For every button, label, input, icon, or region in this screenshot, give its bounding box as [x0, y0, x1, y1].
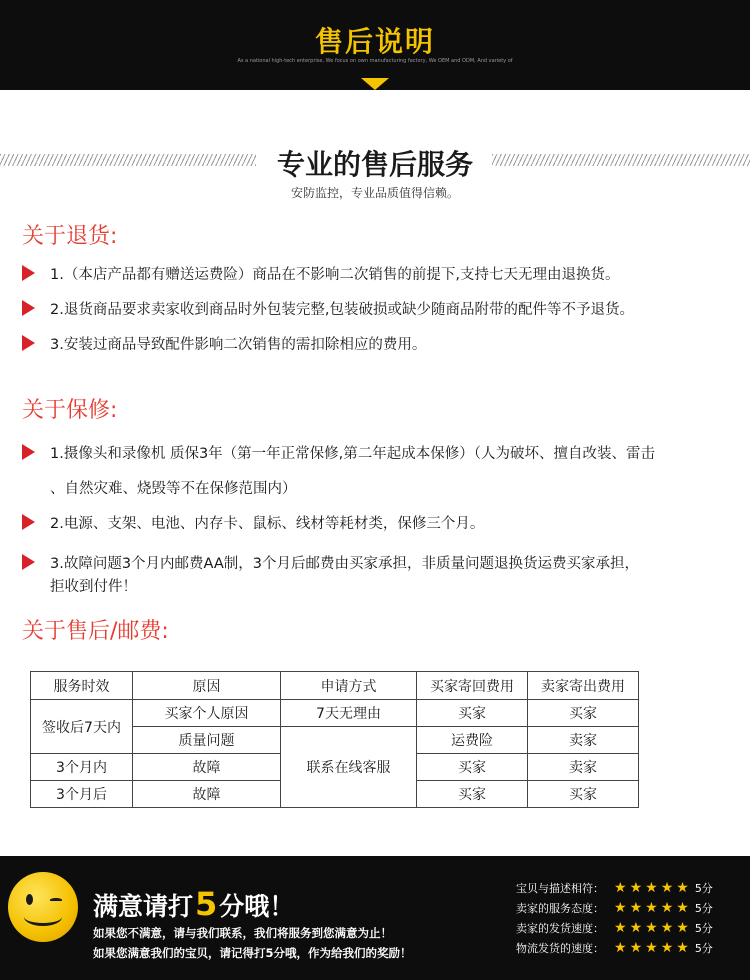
- star-icon: ★: [614, 880, 627, 896]
- score-value: 5分: [694, 942, 713, 955]
- table-cell: 运费险: [417, 727, 528, 754]
- table-cell: 买家: [417, 754, 528, 781]
- returns-item: 1.（本店产品都有赠送运费险）商品在不影响二次销售的前提下,支持七天无理由退换货。: [50, 267, 620, 283]
- postage-table: [30, 671, 639, 808]
- rating-title-number: 5: [195, 885, 218, 923]
- table-header-cell: 买家寄回费用: [417, 672, 528, 700]
- star-icon: ★: [645, 880, 658, 896]
- section-main-heading: 专业的售后服务: [276, 148, 473, 181]
- warranty-title: 关于保修:: [22, 398, 118, 423]
- warranty-item: 2.电源、支架、电池、内存卡、鼠标、线材等耗材类，保修三个月。: [50, 516, 485, 532]
- postage-title: 关于售后/邮费:: [22, 619, 169, 644]
- section-main-subtitle: 安防监控，专业品质值得信赖。: [290, 186, 459, 200]
- score-label: 卖家的服务态度：: [516, 902, 604, 915]
- rating-title: [93, 885, 294, 923]
- star-icon: ★: [645, 900, 658, 916]
- star-icon: ★: [660, 940, 674, 956]
- star-icon: ★: [614, 900, 627, 916]
- smiley-icon: [8, 872, 78, 942]
- page-title: 售后说明: [314, 25, 435, 58]
- star-icon: ★: [645, 920, 658, 936]
- arrow-bullet-icon: [22, 300, 35, 316]
- star-icon: ★: [614, 940, 627, 956]
- table-cell: 3个月后: [31, 781, 133, 808]
- score-row: [516, 880, 713, 896]
- arrow-bullet-icon: [22, 335, 35, 351]
- score-row: [516, 920, 713, 936]
- star-icon: ★: [629, 920, 643, 936]
- table-header-cell: 服务时效: [31, 672, 133, 700]
- star-icon: ★: [660, 880, 674, 896]
- returns-item: 3.安装过商品导致配件影响二次销售的需扣除相应的费用。: [50, 337, 427, 353]
- table-cell: 卖家: [528, 727, 639, 754]
- returns-item: 2.退货商品要求卖家收到商品时外包装完整,包装破损或缺少随商品附带的配件等不予退货。: [50, 302, 634, 318]
- table-header-row: [31, 672, 639, 700]
- table-cell: 7天无理由: [281, 700, 417, 727]
- score-value: 5分: [694, 922, 713, 935]
- warranty-item: 1.摄像头和录像机 质保3年（第一年正常保修,第二年起成本保修）（人为破坏、擅自改装、雷击: [50, 446, 656, 462]
- table-cell: 质量问题: [133, 727, 281, 754]
- arrow-bullet-icon: [22, 444, 35, 460]
- table-cell: 联系在线客服: [281, 727, 417, 808]
- table-cell: 卖家: [528, 754, 639, 781]
- star-icon: ★: [629, 900, 643, 916]
- banner-pointer-icon: [361, 78, 389, 90]
- score-label: 物流发货的速度：: [516, 942, 604, 955]
- arrow-bullet-icon: [22, 265, 35, 281]
- table-cell: 3个月内: [31, 754, 133, 781]
- star-icon: ★: [676, 940, 689, 956]
- star-icon: ★: [676, 920, 689, 936]
- table-header-cell: 原因: [133, 672, 281, 700]
- star-icon: ★: [676, 880, 689, 896]
- table-cell: 买家: [417, 700, 528, 727]
- returns-title: 关于退货:: [22, 224, 118, 249]
- star-icon: ★: [676, 900, 689, 916]
- rating-note: 如果您满意我们的宝贝，请记得打5分哦，作为给我们的奖励！: [93, 946, 412, 960]
- score-value: 5分: [694, 902, 713, 915]
- star-icon: ★: [660, 900, 674, 916]
- rating-title-post: 分哦！: [219, 892, 295, 921]
- table-cell: 买家: [528, 700, 639, 727]
- arrow-bullet-icon: [22, 554, 35, 570]
- warranty-item: 3.故障问题3个月内邮费AA制，3个月后邮费由买家承担，非质量问题退换货运费买家承担，: [50, 556, 640, 572]
- table-cell: 买家: [417, 781, 528, 808]
- score-row: [516, 940, 713, 956]
- star-icon: ★: [660, 920, 674, 936]
- table-cell: 故障: [133, 781, 281, 808]
- score-row: [516, 900, 713, 916]
- rating-title-pre: 满意请打: [93, 892, 194, 921]
- banner-subtitle: As a national high-tech enterprise, We focus on own manufacturing factory, We OEM and ODM, And variety of: [237, 58, 513, 64]
- star-icon: ★: [645, 940, 658, 956]
- table-cell: 故障: [133, 754, 281, 781]
- warranty-item-cont: 拒收到付件！: [50, 579, 137, 595]
- table-header-cell: 卖家寄出费用: [528, 672, 639, 700]
- star-icon: ★: [629, 940, 643, 956]
- table-cell: 买家: [528, 781, 639, 808]
- rating-note: 如果您不满意，请与我们联系，我们将服务到您满意为止！: [93, 926, 392, 940]
- warranty-item-cont: 、自然灾难、烧毁等不在保修范围内）: [50, 481, 297, 497]
- score-value: 5分: [694, 882, 713, 895]
- score-label: 卖家的发货速度：: [516, 922, 604, 935]
- table-header-cell: 申请方式: [281, 672, 417, 700]
- table-cell: 签收后7天内: [31, 700, 133, 754]
- table-row: [31, 700, 639, 727]
- arrow-bullet-icon: [22, 514, 35, 530]
- star-icon: ★: [629, 880, 643, 896]
- star-icon: ★: [614, 920, 627, 936]
- table-cell: 买家个人原因: [133, 700, 281, 727]
- score-label: 宝贝与描述相符：: [516, 882, 604, 895]
